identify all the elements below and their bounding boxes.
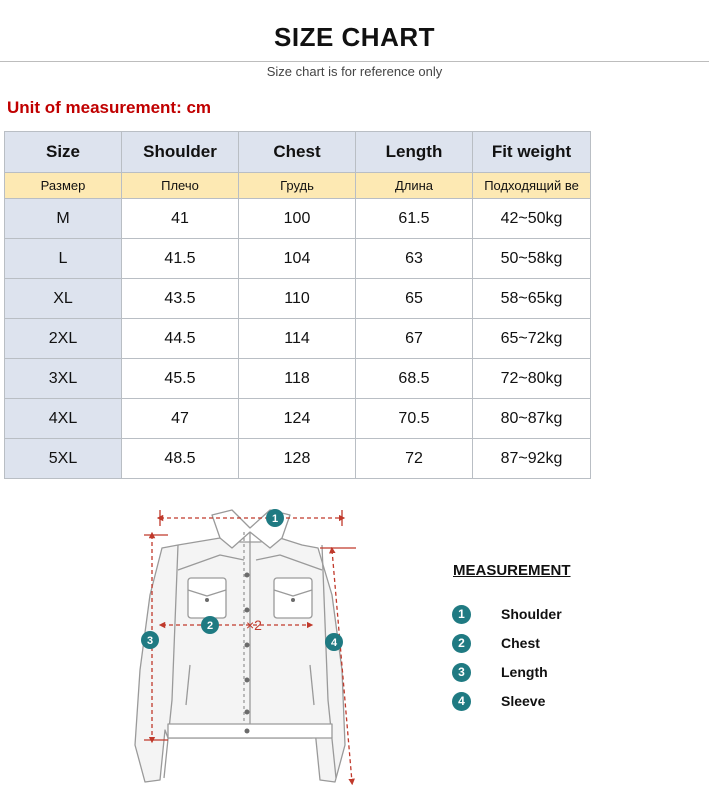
svg-text:2: 2 bbox=[206, 620, 214, 632]
fit-weight-cell: 72~80kg bbox=[473, 359, 591, 399]
shoulder-cell: 41.5 bbox=[122, 239, 239, 279]
header-cell-shoulder: Shoulder bbox=[122, 132, 239, 173]
size-cell: 2XL bbox=[5, 319, 122, 359]
fit-weight-cell: 50~58kg bbox=[473, 239, 591, 279]
number-1-icon: 1 bbox=[452, 605, 471, 624]
size-cell: 3XL bbox=[5, 359, 122, 399]
shoulder-cell: 43.5 bbox=[122, 279, 239, 319]
header-cell-size: Size bbox=[5, 132, 122, 173]
size-cell: XL bbox=[5, 279, 122, 319]
length-cell: 70.5 bbox=[356, 399, 473, 439]
length-cell: 68.5 bbox=[356, 359, 473, 399]
chest-cell: 128 bbox=[239, 439, 356, 479]
chest-cell: 100 bbox=[239, 199, 356, 239]
number-3-icon: 3 bbox=[452, 663, 471, 682]
chest-cell: 104 bbox=[239, 239, 356, 279]
shoulder-cell: 45.5 bbox=[122, 359, 239, 399]
measurement-legend-title: MEASUREMENT bbox=[453, 562, 571, 579]
table-row bbox=[5, 239, 591, 279]
size-cell: M bbox=[5, 199, 122, 239]
legend-item-chest bbox=[452, 632, 540, 654]
chest-multiplier-label: ×2 bbox=[246, 617, 262, 633]
marker-4-icon bbox=[325, 633, 343, 651]
length-cell: 61.5 bbox=[356, 199, 473, 239]
marker-2-icon bbox=[201, 616, 219, 634]
legend-label: Shoulder bbox=[501, 606, 562, 622]
table-header-row bbox=[5, 132, 591, 173]
table-row bbox=[5, 319, 591, 359]
size-cell: 4XL bbox=[5, 399, 122, 439]
marker-1-icon bbox=[266, 509, 284, 527]
chest-cell: 110 bbox=[239, 279, 356, 319]
header-cell-chest-ru: Грудь bbox=[239, 173, 356, 199]
page-subtitle: Size chart is for reference only bbox=[266, 64, 443, 79]
size-cell: 5XL bbox=[5, 439, 122, 479]
chest-cell: 118 bbox=[239, 359, 356, 399]
title-divider bbox=[0, 61, 709, 62]
fit-weight-cell: 87~92kg bbox=[473, 439, 591, 479]
svg-text:3: 3 bbox=[146, 635, 154, 647]
chest-cell: 124 bbox=[239, 399, 356, 439]
header-cell-fit-weight-ru: Подходящий ве bbox=[473, 173, 591, 199]
fit-weight-cell: 65~72kg bbox=[473, 319, 591, 359]
table-row bbox=[5, 399, 591, 439]
table-row bbox=[5, 279, 591, 319]
shoulder-cell: 41 bbox=[122, 199, 239, 239]
size-cell: L bbox=[5, 239, 122, 279]
size-table bbox=[4, 131, 591, 479]
length-cell: 72 bbox=[356, 439, 473, 479]
length-cell: 67 bbox=[356, 319, 473, 359]
legend-label: Chest bbox=[501, 635, 540, 651]
legend-label: Sleeve bbox=[501, 693, 546, 709]
fit-weight-cell: 58~65kg bbox=[473, 279, 591, 319]
unit-label: Unit of measurement: cm bbox=[7, 98, 212, 117]
length-cell: 63 bbox=[356, 239, 473, 279]
table-header-row-russian bbox=[5, 173, 591, 199]
legend-item-length bbox=[452, 661, 548, 683]
chest-cell: 114 bbox=[239, 319, 356, 359]
table-row bbox=[5, 439, 591, 479]
legend-label: Length bbox=[501, 664, 548, 680]
header-cell-size-ru: Размер bbox=[5, 173, 122, 199]
header-cell-shoulder-ru: Плечо bbox=[122, 173, 239, 199]
legend-item-sleeve bbox=[452, 690, 546, 712]
fit-weight-cell: 80~87kg bbox=[473, 399, 591, 439]
table-row bbox=[5, 359, 591, 399]
header-cell-length-ru: Длина bbox=[356, 173, 473, 199]
length-cell: 65 bbox=[356, 279, 473, 319]
svg-text:1: 1 bbox=[271, 513, 279, 525]
shoulder-cell: 47 bbox=[122, 399, 239, 439]
jacket-outline bbox=[135, 510, 345, 782]
number-2-icon: 2 bbox=[452, 634, 471, 653]
number-4-icon: 4 bbox=[452, 692, 471, 711]
legend-item-shoulder bbox=[452, 603, 562, 625]
page-title: SIZE CHART bbox=[274, 22, 435, 52]
header-cell-length: Length bbox=[356, 132, 473, 173]
marker-3-icon bbox=[141, 631, 159, 649]
shoulder-cell: 44.5 bbox=[122, 319, 239, 359]
fit-weight-cell: 42~50kg bbox=[473, 199, 591, 239]
header-cell-fit-weight: Fit weight bbox=[473, 132, 591, 173]
jacket-measurement-diagram bbox=[120, 500, 380, 800]
shoulder-cell: 48.5 bbox=[122, 439, 239, 479]
header-cell-chest: Chest bbox=[239, 132, 356, 173]
svg-text:4: 4 bbox=[330, 637, 338, 649]
table-row bbox=[5, 199, 591, 239]
